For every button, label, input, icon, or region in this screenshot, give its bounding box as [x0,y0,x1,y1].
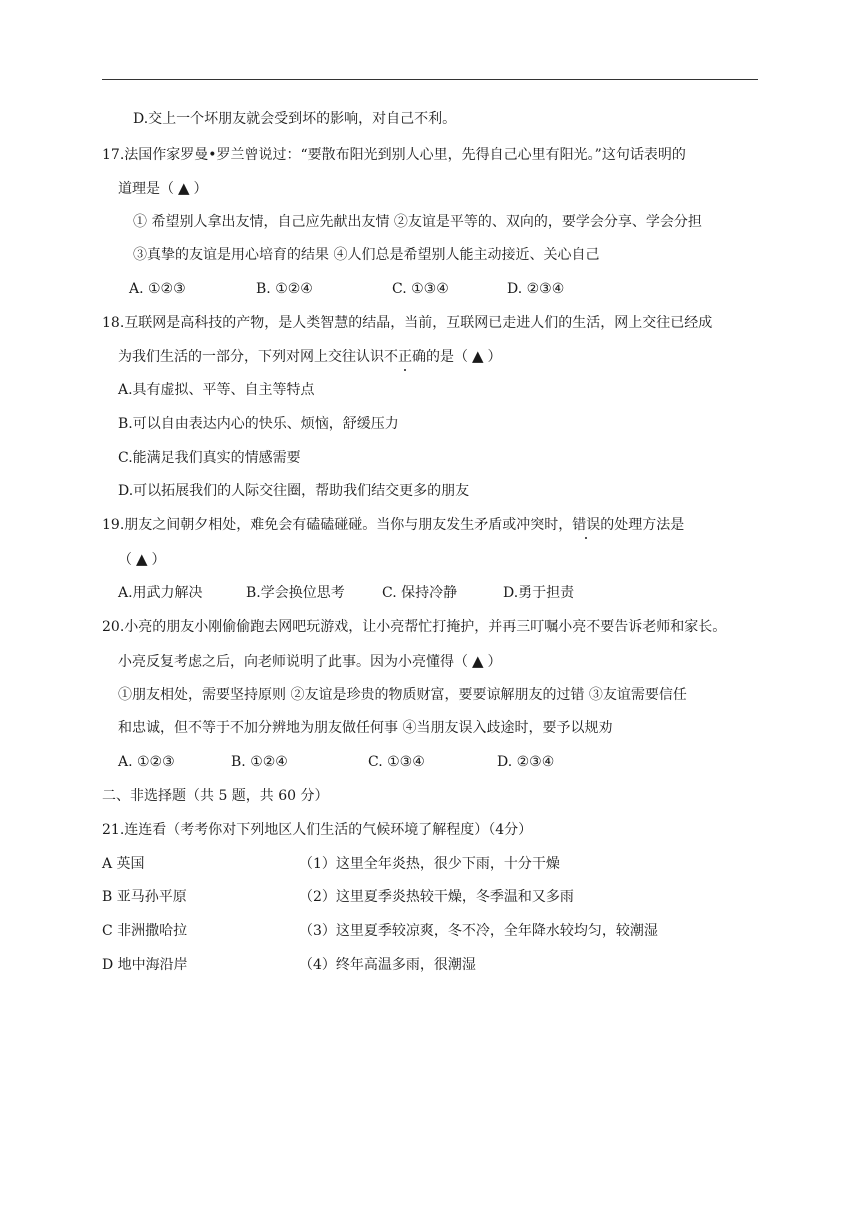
q20-option-b: B. ①②④ [231,754,288,770]
q20-stem-close: ） [487,654,502,670]
q17-stem-line2 [118,178,208,199]
answer-blank-marker: ▲ [136,550,148,568]
q17-stem-text: 道理是（ [118,181,174,197]
q21-right-item-4: （4）终年高温多雨，很潮湿 [299,957,476,973]
q17-option-c: C. ①③④ [392,281,449,297]
q20-option-d: D. ②③④ [497,754,555,770]
q18-emphasis: 不正确 [384,349,426,365]
q19-stem-text: 19.朋友之间朝夕相处，难免会有磕磕碰碰。当你与朋友发生矛盾或冲突时， [102,517,573,533]
q21-left-item-a: A 英国 [102,856,145,872]
q18-option-d: D.可以拓展我们的人际交往圈，帮助我们结交更多的朋友 [118,483,470,499]
q21-right-item-3: （3）这里夏季较凉爽，冬不冷，全年降水较均匀，较潮湿 [299,923,658,939]
q16-option-d: D.交上一个坏朋友就会受到坏的影响，对自己不利。 [133,111,457,127]
q19-option-b: B.学会换位思考 [246,585,345,601]
q20-item-line1: ①朋友相处，需要坚持原则 ②友谊是珍贵的物质财富，要要谅解朋友的过错 ③友谊需要信任 [118,687,687,703]
q20-item-line2: 和忠诚，但不等于不加分辨地为朋友做任何事 ④当朋友误入歧途时，要予以规劝 [118,720,613,736]
q18-option-a: A.具有虚拟、平等、自主等特点 [118,382,315,398]
answer-blank-marker: ▲ [178,179,190,197]
q20-stem-text: 小亮反复考虑之后，向老师说明了此事。因为小亮懂得（ [118,654,468,670]
q20-stem-line2 [118,651,502,672]
q19-stem-line2 [118,549,166,570]
q17-stem-close: ） [193,181,208,197]
q17-option-b: B. ①②④ [256,281,313,297]
q19-option-d: D.勇于担责 [503,585,575,601]
section2-title: 二、非选择题（共 5 题，共 60 分） [102,788,329,804]
q20-option-c: C. ①③④ [368,754,425,770]
q18-stem-tail: 的是（ [426,349,468,365]
q18-option-b: B.可以自由表达内心的快乐、烦恼，舒缓压力 [118,416,399,432]
q19-option-a: A.用武力解决 [118,585,203,601]
q17-option-a: A. ①②③ [129,281,186,297]
q18-stem-line1: 18.互联网是高科技的产物，是人类智慧的结晶，当前，互联网已走进人们的生活，网上交往已经成 [102,315,713,331]
header-rule [102,79,758,80]
q21-left-item-b: B 亚马孙平原 [102,889,187,905]
q20-option-a: A. ①②③ [118,754,175,770]
q21-left-item-c: C 非洲撒哈拉 [102,923,188,939]
answer-blank-marker: ▲ [472,652,484,670]
q19-stem-tail: 的处理方法是 [600,517,685,533]
q18-option-c: C.能满足我们真实的情感需要 [118,450,301,466]
q21-left-item-d: D 地中海沿岸 [102,957,188,973]
q21-stem: 21.连连看（考考你对下列地区人们生活的气候环境了解程度）（4分） [102,822,533,838]
q19-stem-line1 [102,515,684,535]
q18-stem-line2 [118,346,502,367]
q21-right-item-1: （1）这里全年炎热，很少下雨，十分干燥 [299,856,560,872]
q18-stem-text: 为我们生活的一部分，下列对网上交往认识 [118,349,384,365]
q21-right-item-2: （2）这里夏季炎热较干燥，冬季温和又多雨 [299,889,574,905]
q17-item-line1: ① 希望别人拿出友情，自己应先献出友情 ②友谊是平等的、双向的，要学会分享、学会分担 [133,214,702,230]
answer-blank-marker: ▲ [472,347,484,365]
q20-stem-line1: 20.小亮的朋友小刚偷偷跑去网吧玩游戏，让小亮帮忙打掩护，并再三叮嘱小亮不要告诉老师和家长。 [102,619,727,635]
q17-option-d: D. ②③④ [507,281,565,297]
q19-emphasis: 错误 [572,517,601,533]
q17-stem-line1: 17.法国作家罗曼•罗兰曾说过：“要散布阳光到别人心里，先得自己心里有阳光。”这句话表明的 [102,147,686,163]
q19-stem-open: （ [118,552,132,568]
q18-stem-close: ） [487,349,502,365]
q19-option-c: C. 保持冷静 [382,585,458,601]
q17-item-line2: ③真挚的友谊是用心培育的结果 ④人们总是希望别人能主动接近、关心自己 [133,247,600,263]
q19-stem-close: ） [151,552,166,568]
